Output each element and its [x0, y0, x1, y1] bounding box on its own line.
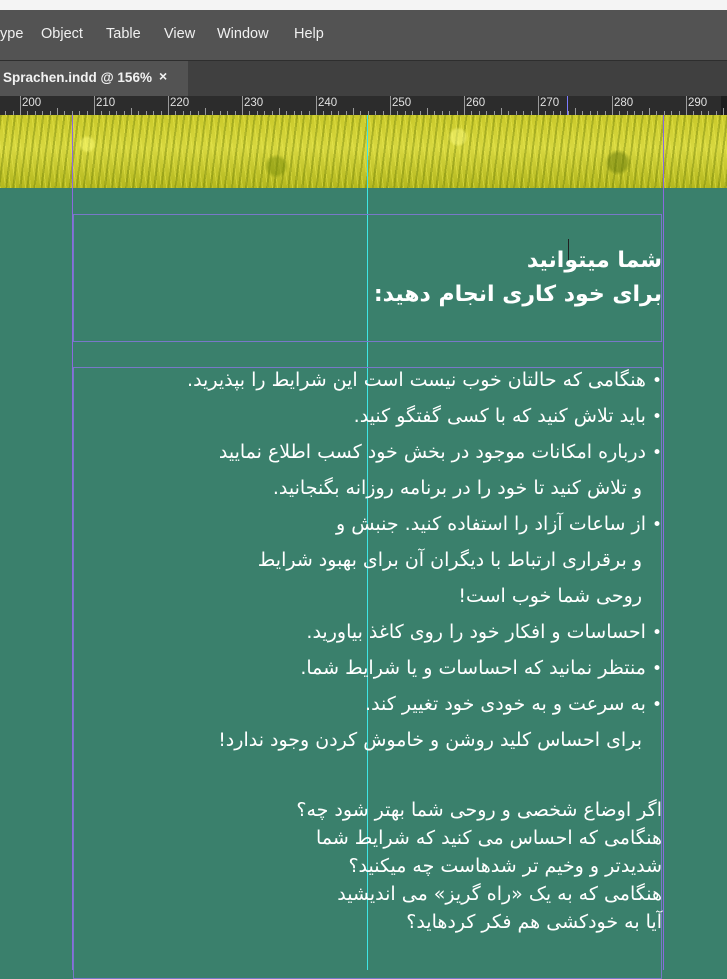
ruler-major-tick	[168, 96, 169, 115]
list-item	[187, 362, 662, 398]
ruler-label: 220	[170, 97, 190, 109]
ruler-major-tick	[538, 96, 539, 115]
list-item	[306, 614, 662, 650]
ruler-major-tick	[94, 96, 95, 115]
ruler-label: 260	[466, 97, 486, 109]
bullet-icon: •	[651, 443, 662, 463]
paragraph-line: شدیدتر و وخیم تر شده؜است چه می؜کنید؟	[348, 855, 662, 877]
document-tab[interactable]	[0, 61, 188, 97]
ruler-minor-tick	[57, 108, 58, 115]
list-item-text: منتظر نمانید که احساسات و یا شرایط شما.	[300, 657, 646, 679]
list-item-text: احساسات و افکار خود را روی کاغذ بیاورید.	[306, 621, 646, 643]
list-item	[354, 398, 662, 434]
list-item	[336, 506, 662, 542]
list-item	[273, 470, 662, 506]
list-item	[219, 434, 662, 470]
window-top-strip	[0, 0, 727, 10]
right-margin-guide	[663, 115, 664, 970]
list-item	[300, 650, 662, 686]
ruler-label: 280	[614, 97, 634, 109]
ruler-edge	[721, 96, 727, 115]
list-item-text: برای احساس کلید روشن و خاموش کردن وجود ندارد!	[218, 729, 642, 751]
ruler-label: 200	[22, 97, 42, 109]
menu-type[interactable]: ype	[0, 26, 24, 42]
ruler-minor-tick	[723, 108, 724, 115]
document-tab-title: Sprachen.indd @ 156%	[3, 70, 152, 85]
ruler-major-tick	[612, 96, 613, 115]
list-item	[365, 686, 662, 722]
menu-view[interactable]: View	[164, 26, 196, 42]
ruler-minor-tick	[575, 108, 576, 115]
ruler-major-tick	[686, 96, 687, 115]
ruler-minor-tick	[353, 108, 354, 115]
ruler-major-tick	[390, 96, 391, 115]
ruler-label: 250	[392, 97, 412, 109]
paragraph-line: اگر اوضاع شخصی و روحی شما بهتر شود چه؟	[296, 799, 662, 821]
ruler-major-tick	[464, 96, 465, 115]
menu-bar	[0, 10, 727, 60]
bullet-icon: •	[651, 623, 662, 643]
ruler-major-tick	[316, 96, 317, 115]
list-item-text: هنگامی که حالتان خوب نیست است این شرایط را بپذیرید.	[187, 369, 646, 391]
list-item-text: از ساعات آزاد را استفاده کنید. جنبش و	[335, 513, 646, 535]
page-heading[interactable]	[90, 244, 662, 312]
paragraph-line: هنگامی که احساس می کنید که شرایط شما	[316, 827, 662, 849]
list-item	[458, 578, 662, 614]
list-item	[258, 542, 662, 578]
ruler-label: 240	[318, 97, 338, 109]
list-item-text: روحی شما خوب است!	[458, 585, 642, 607]
ruler-minor-tick	[649, 108, 650, 115]
menu-help[interactable]: Help	[294, 26, 324, 42]
ruler-minor-tick	[205, 108, 206, 115]
ruler-minor-tick	[501, 108, 502, 115]
list-item-text: به سرعت و به خودی خود تغییر کند.	[365, 693, 646, 715]
menu-object[interactable]: Object	[41, 26, 83, 42]
closing-paragraph[interactable]	[80, 796, 662, 936]
list-item	[218, 722, 662, 758]
ruler-label: 210	[96, 97, 116, 109]
list-item-text: و برقراری ارتباط با دیگران آن برای بهبود شرایط	[257, 549, 642, 571]
ruler-minor-tick	[279, 108, 280, 115]
bullet-icon: •	[651, 695, 662, 715]
list-item-text: باید تلاش کنید که با کسی گفتگو کنید.	[353, 405, 646, 427]
horizontal-ruler[interactable]	[0, 96, 727, 115]
bullet-icon: •	[651, 659, 662, 679]
ruler-label: 230	[244, 97, 264, 109]
menu-table[interactable]: Table	[106, 26, 141, 42]
document-tab-bar	[0, 60, 727, 97]
menu-window[interactable]: Window	[217, 26, 269, 42]
ruler-major-tick	[242, 96, 243, 115]
paragraph-line: هنگامی که به یک «راه گریز» می اندیشید	[337, 883, 662, 905]
ruler-minor-tick	[427, 108, 428, 115]
bullet-icon: •	[651, 371, 662, 391]
paragraph-line: آیا به خودکشی هم فکر کرده؜اید؟	[406, 911, 662, 933]
list-item-text: و تلاش کنید تا خود را در برنامه روزانه بگنجانید.	[272, 477, 642, 499]
ruler-label: 270	[540, 97, 560, 109]
ruler-label: 290	[688, 97, 708, 109]
grass-photo[interactable]	[0, 115, 727, 188]
ruler-major-tick	[20, 96, 21, 115]
bullet-icon: •	[651, 407, 662, 427]
bullet-icon: •	[651, 515, 662, 535]
ruler-minor-tick	[131, 108, 132, 115]
heading-line-2: برای خود کاری انجام دهید:	[373, 282, 662, 307]
close-tab-icon[interactable]: ×	[159, 68, 168, 84]
list-item-text: درباره امکانات موجود در بخش خود کسب اطلاع نمایید	[218, 441, 646, 463]
heading-line-1: شما میتوانید	[526, 248, 662, 273]
